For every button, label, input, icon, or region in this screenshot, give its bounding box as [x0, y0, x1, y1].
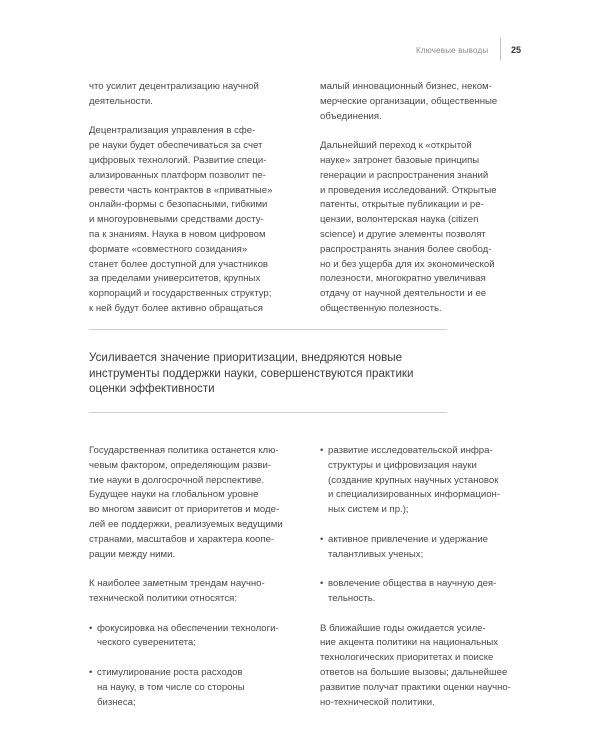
text-line: Децентрализация управления в сфе-: [89, 125, 256, 137]
bottom-right-column: [320, 444, 520, 710]
callout-line: Усиливается значение приоритизации, внедряются новые: [89, 351, 403, 364]
text-line: общественную полезность.: [320, 302, 442, 314]
text-line: активное привлечение и удержание: [328, 533, 489, 545]
list-item: [320, 577, 520, 607]
text-line: структуры и цифровизация науки: [328, 459, 477, 471]
text-line: Будущее науки на глобальном уровне: [89, 489, 259, 501]
list-item: [320, 444, 520, 518]
text-line: объединения.: [320, 110, 382, 122]
text-line: ние акцента политики на национальных: [320, 637, 499, 649]
text-line: и специализированных информацион-: [328, 489, 501, 501]
list-item: [89, 622, 289, 652]
text-line: малый инновационный бизнес, неком-: [320, 81, 492, 92]
text-line: станет более доступной для участников: [89, 258, 269, 270]
text-line: бизнеса;: [97, 696, 136, 708]
text-line: ре науки будет обеспечиваться за счет: [89, 140, 263, 152]
paragraph: [89, 80, 289, 110]
text-line: и многоуровневыми средствами досту-: [89, 214, 264, 226]
text-line: Государственная политика останется клю-: [89, 445, 279, 456]
bullet-icon: •: [89, 666, 93, 678]
text-line: генерации и распространения знаний: [320, 169, 489, 181]
paragraph: [89, 577, 289, 607]
text-line: к ней будут более активно обращаться: [89, 302, 263, 314]
text-line: цензии, волонтерская наука (citizen: [320, 214, 479, 226]
text-line: и проведения исследований. Открытые: [320, 184, 497, 196]
text-line: странами, масштабов и характера коопе-: [89, 533, 275, 545]
text-line: что усилит децентрализацию научной: [89, 81, 259, 92]
bullet-icon: •: [320, 533, 324, 545]
text-line: развитие исследовательской инфра-: [328, 445, 493, 456]
text-line: па к знаниям. Наука в новом цифровом: [89, 228, 266, 240]
text-line: ализированных платформ позволит пе-: [89, 169, 266, 181]
trend-list: [89, 622, 289, 711]
bottom-left-column: [89, 444, 289, 725]
bullet-icon: •: [320, 445, 324, 456]
callout-line: инструменты поддержки науки, совершенствуются практики: [89, 366, 414, 380]
top-right-column: [320, 80, 520, 317]
text-line: тельность.: [328, 592, 376, 604]
text-line: мерческие организации, общественные: [320, 95, 498, 107]
text-line: распространять знания более свобод-: [320, 243, 492, 255]
top-left-column: [89, 80, 289, 317]
text-line: ных систем и пр.);: [328, 504, 409, 516]
paragraph: [320, 139, 520, 317]
text-line: цифровых технологий. Развитие специ-: [89, 154, 267, 166]
text-line: ческого суверенитета;: [97, 637, 196, 649]
text-line: К наиболее заметным трендам научно-: [89, 578, 265, 590]
text-line: за пределами университетов, крупных: [89, 273, 261, 285]
text-line: (создание крупных научных установок: [328, 474, 499, 486]
text-line: патенты, открытые публикации и ре-: [320, 199, 484, 211]
text-line: тие науки в долгосрочной перспективе.: [89, 474, 265, 486]
text-line: стимулирование роста расходов: [97, 666, 243, 678]
paragraph: [320, 622, 520, 711]
text-line: технической политики относятся:: [89, 592, 237, 604]
text-line: во многом зависит от приоритетов и моде-: [89, 504, 280, 516]
text-line: чевым фактором, определяющим разви-: [89, 459, 272, 471]
paragraph: [89, 444, 289, 562]
text-line: деятельности.: [89, 95, 153, 107]
text-line: технологических приоритетах и поиске: [320, 652, 494, 664]
text-line: полезности, многократно увеличивая: [320, 273, 486, 285]
text-line: вовлечение общества в научную дея-: [328, 578, 497, 590]
page-number: 25: [511, 45, 522, 55]
text-line: онлайн-формы с безопасными, гибкими: [89, 199, 268, 211]
text-line: корпораций и государственных структур;: [89, 288, 272, 300]
text-line: отдачу от научной деятельности и ее: [320, 288, 487, 300]
text-line: лей ее поддержки, реализуемых ведущими: [89, 518, 283, 530]
section-title: Ключевые выводы: [416, 46, 489, 55]
paragraph: [89, 124, 289, 316]
divider-top: [89, 329, 447, 330]
text-line: развитие получат практики оценки научно-: [320, 681, 511, 693]
text-line: но и без ущерба для их экономической: [320, 258, 495, 270]
bullet-icon: •: [89, 622, 93, 634]
key-takeaway-callout: [89, 350, 429, 397]
bullet-icon: •: [320, 578, 324, 590]
divider-bottom: [89, 412, 447, 413]
text-line: science) и другие элементы позволят: [320, 228, 486, 240]
text-line: науке» затронет базовые принципы: [320, 154, 480, 166]
text-line: рации между ними.: [89, 548, 176, 560]
text-line: ответов на большие вызовы; дальнейшее: [320, 666, 508, 678]
paragraph: [320, 80, 520, 124]
callout-line: оценки эффективности: [89, 382, 215, 396]
text-line: талантливых ученых;: [328, 548, 424, 560]
text-line: но-технической политики.: [320, 696, 435, 708]
text-line: В ближайшие годы ожидается усиле-: [320, 622, 486, 634]
text-line: Дальнейший переход к «открытой: [320, 140, 472, 152]
trend-list-continued: [320, 444, 520, 607]
text-line: на науку, в том числе со стороны: [97, 681, 245, 693]
header-divider: [500, 38, 501, 60]
list-item: [89, 666, 289, 710]
text-line: фокусировка на обеспечении технологи-: [97, 622, 279, 634]
text-line: ревести часть контрактов в «приватные»: [89, 184, 273, 196]
text-line: формате «совместного созидания»: [89, 243, 248, 255]
list-item: [320, 533, 520, 563]
